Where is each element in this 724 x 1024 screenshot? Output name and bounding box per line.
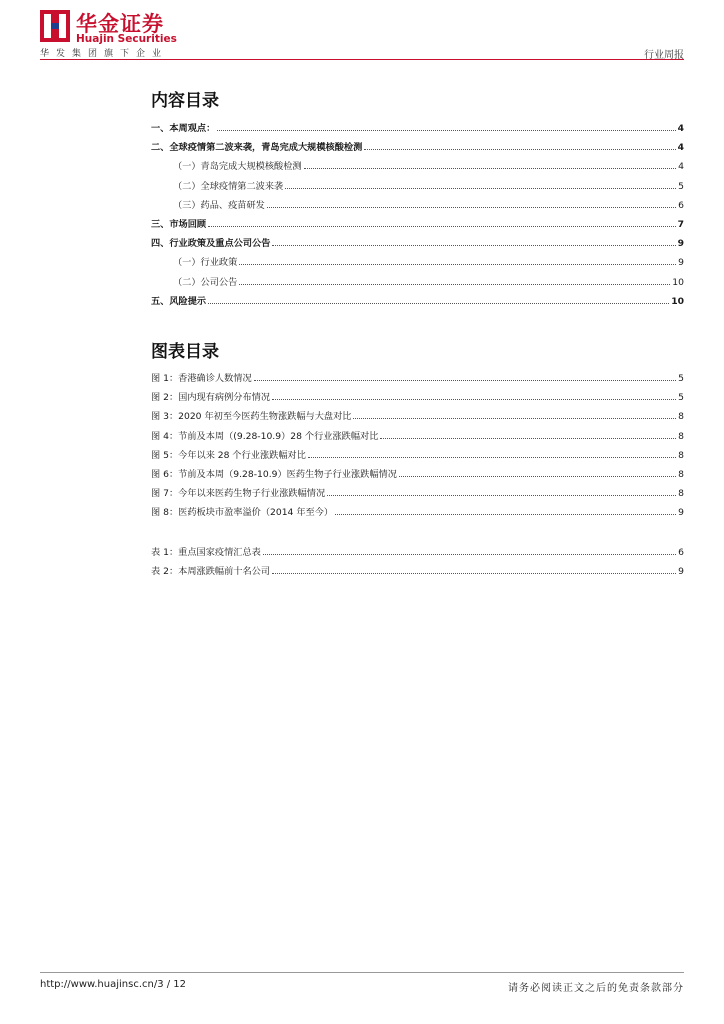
figure-entry[interactable] (151, 502, 684, 518)
toc-entry[interactable] (151, 233, 684, 249)
dot-leader (285, 180, 676, 189)
toc-entry-label: 一、本周观点： (151, 123, 216, 134)
toc-entry[interactable] (151, 195, 684, 211)
dot-leader (335, 506, 676, 515)
toc-entry[interactable] (151, 291, 684, 307)
brand-name-en: Huajin Securities (76, 33, 177, 45)
figure-entry-page: 5 (678, 373, 684, 384)
toc-entry[interactable] (151, 118, 684, 134)
figure-entry-page: 8 (678, 430, 684, 442)
toc-entry[interactable] (151, 137, 684, 153)
figure-entry-page: 8 (678, 488, 684, 500)
table-entry[interactable] (151, 542, 684, 558)
toc-entry-page: 7 (677, 219, 684, 230)
figure-entry[interactable] (151, 464, 684, 480)
footer-url[interactable]: http://www.huajinsc.cn/3 / 12 (40, 979, 187, 990)
toc-entry-label: （一）行业政策 (173, 257, 238, 269)
figure-entry[interactable] (151, 368, 684, 384)
toc-entry-label: （二）全球疫情第二波来袭 (173, 180, 284, 192)
figure-entry-page: 8 (678, 411, 684, 423)
toc-entry-page: 4 (678, 161, 684, 173)
table-entry-page: 9 (678, 566, 684, 578)
toc-entry-label: （三）药品、疫苗研发 (173, 199, 265, 211)
table-entry-page: 6 (678, 547, 684, 558)
toc-entry-label: 三、市场回顾 (151, 219, 207, 230)
toc-entry[interactable] (151, 252, 684, 268)
table-entry[interactable] (151, 561, 684, 577)
dot-leader (353, 410, 676, 419)
figure-entry-label: 图 8：医药板块市盈率溢价（2014 年至今） (151, 507, 334, 519)
dot-leader (327, 487, 676, 496)
dot-leader (308, 449, 676, 458)
dot-leader (208, 295, 669, 304)
figure-entry[interactable] (151, 426, 684, 442)
toc-entry-page: 4 (677, 123, 684, 134)
footer-disclaimer: 请务必阅读正文之后的免责条款部分 (508, 983, 684, 994)
figure-entry-label: 图 6：节前及本周（9.28-10.9）医药生物子行业涨跌幅情况 (151, 469, 397, 480)
toc-entry-page: 9 (678, 257, 684, 269)
huajin-logo-icon (40, 10, 70, 42)
toc-entry-label: 四、行业政策及重点公司公告 (151, 238, 271, 250)
toc-entry-page: 4 (677, 142, 684, 154)
figure-list-title: 图表目录 (151, 342, 219, 362)
dot-leader (263, 546, 676, 555)
toc-entry-page: 5 (678, 180, 684, 192)
toc-entry-page: 6 (678, 199, 684, 211)
toc-entry-label: （二）公司公告 (173, 276, 238, 288)
brand-name-cn: 华金证券 (76, 12, 164, 36)
dot-leader (208, 218, 675, 227)
dot-leader (217, 122, 675, 131)
dot-leader (364, 141, 675, 150)
toc-entry[interactable] (151, 272, 684, 288)
brand-slogan: 华发集团旗下企业 (40, 49, 169, 59)
toc-entry-page: 9 (677, 238, 684, 250)
dot-leader (399, 468, 676, 477)
dot-leader (239, 256, 676, 265)
table-entry-label: 表 1：重点国家疫情汇总表 (151, 547, 261, 558)
dot-leader (304, 160, 677, 169)
header-divider (40, 59, 684, 60)
toc-entry[interactable] (151, 176, 684, 192)
toc-entry-page: 10 (672, 276, 684, 288)
figure-entry[interactable] (151, 445, 684, 461)
dot-leader (272, 237, 675, 246)
figure-entry-label: 图 3：2020 年初至今医药生物涨跌幅与大盘对比 (151, 411, 352, 423)
dot-leader (239, 276, 670, 285)
footer-divider (40, 972, 684, 973)
figure-entry[interactable] (151, 387, 684, 403)
toc-entry-page: 10 (671, 295, 684, 307)
dot-leader (380, 430, 676, 439)
figure-entry-label: 图 4：节前及本周（(9.28-10.9）28 个行业涨跌幅对比 (151, 430, 379, 442)
toc-title: 内容目录 (151, 91, 219, 111)
dot-leader (267, 199, 676, 208)
page-header (40, 8, 684, 60)
dot-leader (272, 391, 676, 400)
toc-entry[interactable] (151, 156, 684, 172)
figure-entry-label: 图 2：国内现有病例分布情况 (151, 392, 271, 404)
toc-entry-label: （一）青岛完成大规模核酸检测 (173, 161, 302, 173)
figure-entry[interactable] (151, 483, 684, 499)
figure-entry-label: 图 1：香港确诊人数情况 (151, 373, 252, 384)
toc-entry[interactable] (151, 214, 684, 230)
document-type: 行业周报 (644, 50, 684, 61)
figure-entry-label: 图 7：今年以来医药生物子行业涨跌幅情况 (151, 488, 326, 500)
dot-leader (254, 372, 677, 381)
toc-entry-label: 二、全球疫情第二波来袭，青岛完成大规模核酸检测 (151, 142, 363, 154)
figure-entry-page: 5 (678, 392, 684, 404)
figure-entry-label: 图 5：今年以来 28 个行业涨跌幅对比 (151, 449, 306, 461)
table-entry-label: 表 2：本周涨跌幅前十名公司 (151, 566, 271, 578)
figure-entry-page: 9 (678, 507, 684, 519)
figure-entry-page: 8 (678, 469, 684, 480)
figure-entry-page: 8 (678, 449, 684, 461)
figure-entry[interactable] (151, 406, 684, 422)
dot-leader (272, 565, 676, 574)
toc-entry-label: 五、风险提示 (151, 295, 207, 307)
